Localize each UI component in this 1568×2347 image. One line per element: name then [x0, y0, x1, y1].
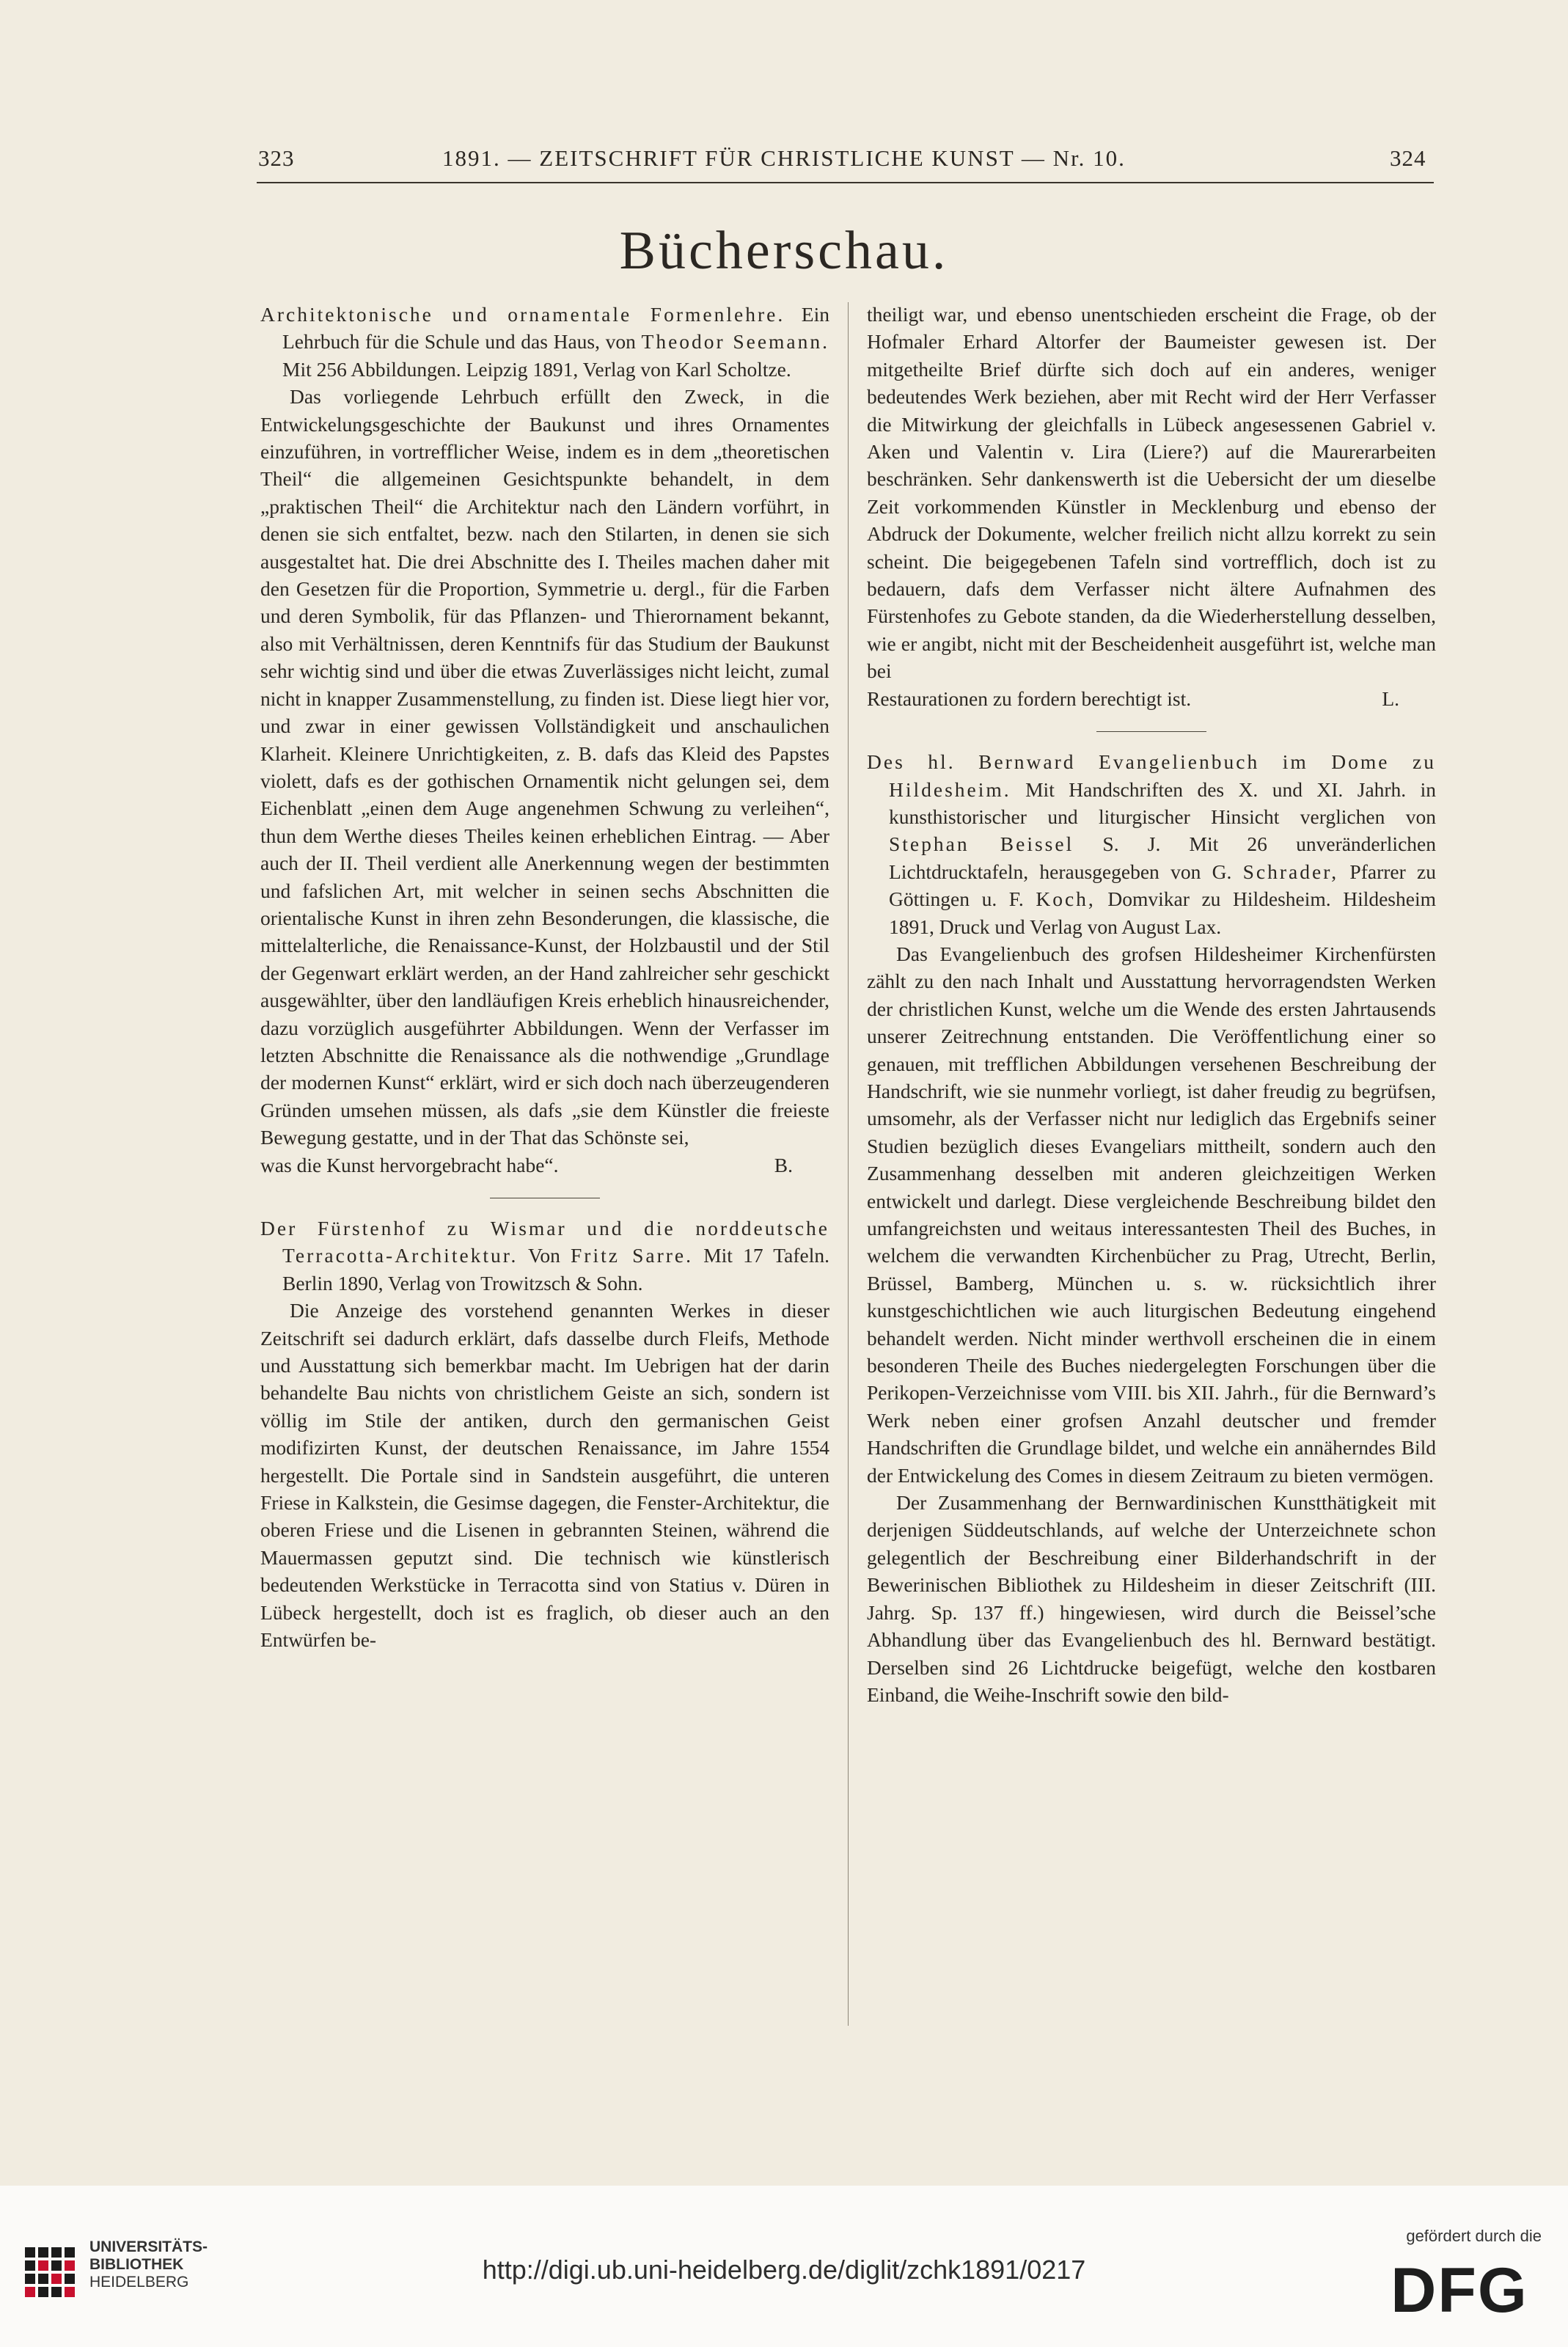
- review-heading: [260, 301, 829, 383]
- review-heading: [867, 748, 1436, 940]
- author-name: Theodor Seemann.: [641, 330, 829, 354]
- review-beissel: [867, 748, 1436, 1708]
- reviewer-signature: B.: [774, 1153, 793, 1176]
- heading-text: Von: [518, 1244, 571, 1267]
- dfg-logo-text: DFG: [1391, 2258, 1528, 2319]
- closing-line: Restaurationen zu fordern berechtigt ist.: [867, 686, 1192, 710]
- book-title: Architektonische und ornamentale Formenlehre.: [260, 303, 785, 326]
- left-column: [260, 301, 829, 1654]
- review-body: Die Anzeige des vorstehend genannten Werkes in dieser Zeitschrift sei dadurch erklärt, dafs dasselbe durch Fleifs, Methode und Ausstattung sich bemerkbar macht. Im Uebrigen hat der darin behandelte Bau nichts von christlichem Geiste an sich, sondern ist völlig im Stile der antiken, durch den germanischen Geist modifizirten Kunst, der deutschen Renaissance, im Jahre 1554 hergestellt. Die Portale sind in Sandstein ausgeführt, die unteren Friese in Kalkstein, die Gesimse dagegen, die Fenster-Architektur, die oberen Friese und die Lisenen in gebrannten Steinen, während die Mauermassen geputzt sind. Die technisch wie künstlerisch bedeutenden Werkstücke in Terracotta sind von Statius v. Düren in Lübeck hergestellt, doch ist es fraglich, ob dieser auch an den Entwürfen be-: [260, 1299, 829, 1652]
- right-column: [867, 301, 1436, 1708]
- reviewer-signature: L.: [1382, 686, 1399, 710]
- heading-text: Pfarrer zu Göttingen u. F.: [889, 860, 1436, 911]
- review-closing: [260, 1151, 829, 1179]
- review-body: Das vorliegende Lehrbuch erfüllt den Zweck, in die Entwickelungsgeschichte der Baukunst und ihres Ornamentes einzuführen, in vortrefflicher Weise, indem es in dem „theoretischen Theil“ die allgemeinen Gesichtspunkte behandelt, in dem „praktischen Theil“ die Architektur nach den Ländern vorführt, in denen sie sich entfaltet, bezw. nach den Stilarten, in denen sie sich ausgestaltet hat. Die drei Abschnitte des I. Theiles machen daher mit den Gesetzen für die Proportion, Symmetrie u. dergl., für die Farben und deren Symbolik, für das Pflanzen- und Thierornament bekannt, also mit Verhältnissen, deren Kenntnifs für das Studium der Baukunst sehr wichtig sind und über die etwas Zuverlässiges nicht leicht, zumal nicht in knapper Zusammenstellung, zu finden ist. Diese liegt hier vor, und zwar in einer gewissen Vollständigkeit und anschaulichen Klarheit. Kleinere Unrichtigkeiten, z. B. dafs das Kleid des Papstes violett, dafs es der gothischen Ornamentik nicht gelungen sei, dem Eichenblatt „einen dem Auge angenehmen Schwung zu verleihen“, thun dem Werthe dieses Theiles keinen erheblichen Eintrag. — Aber auch der II. Theil verdient alle Anerkennung wegen der bestimmten und fafslichen Art, mit welcher in seinen sechs Abschnitten die orientalische Kunst in ihren zehn Besonderungen, die klassische, die mittelalterliche, die Renaissance-Kunst, der Holzbaustil und der Stil der Gegenwart erklärt werden, an der Hand zahlreicher sehr geschickt ausgewählter, über den landläufigen Kreis erheblich hinausreichender, dazu vorzüglich ausgeführter Abbildungen. Wenn der Verfasser im letzten Abschnitte die Renaissance als die nothwendige „Grundlage der modernen Kunst“ erklärt, wird er sich doch nach überzeugenderen Gründen umsehen müssen, als dafs „sie dem Künstler die freieste Bewegung gestatte, und in der That das Schönste sei,: [260, 385, 829, 1149]
- running-title: 1891. — ZEITSCHRIFT FÜR CHRISTLICHE KUNST — Nr. 10.: [442, 145, 1126, 171]
- review-sarre: [260, 1215, 829, 1654]
- review-separator: [1096, 731, 1206, 732]
- publication-info: Domvikar zu Hildesheim. Hildesheim 1891, Druck und Verlag von August Lax.: [889, 887, 1436, 938]
- publication-info: Mit 256 Abbildungen. Leipzig 1891, Verlag von Karl Scholtze.: [282, 357, 791, 381]
- section-title: Bücherschau.: [619, 221, 949, 281]
- review-seemann: [260, 301, 829, 1179]
- heading-text: Ein Lehrbuch für die Schule und das Haus, von: [282, 303, 829, 354]
- editor-name: Schrader,: [1242, 860, 1339, 883]
- closing-line: was die Kunst hervorgebracht habe“.: [260, 1153, 559, 1176]
- author-name: Fritz Sarre.: [571, 1244, 694, 1267]
- editor-name: Koch,: [1036, 887, 1096, 911]
- page-number-left: 323: [258, 145, 295, 171]
- heading-text: S. J. Mit 26 unveränderlichen Lichtdrucktafeln, herausgegeben von G.: [889, 832, 1436, 883]
- library-name-line: UNIVERSITÄTS-: [89, 2238, 208, 2255]
- review-sarre-continued: [867, 301, 1436, 712]
- permalink-url[interactable]: http://digi.ub.uni-heidelberg.de/diglit/zchk1891/0217: [482, 2255, 1086, 2285]
- book-title: Des hl. Bernward Evangelienbuch im Dome zu Hildesheim.: [867, 750, 1436, 801]
- column-divider: [848, 302, 849, 2026]
- publication-info: Mit 17 Tafeln. Berlin 1890, Verlag von Trowitzsch & Sohn.: [282, 1244, 829, 1295]
- sponsor-note: gefördert durch die: [1406, 2227, 1542, 2245]
- review-body: theiligt war, und ebenso unentschieden erscheint die Frage, ob der Hofmaler Erhard Altorfer der Baumeister gewesen ist. Der mitgetheilte Brief dürfte sich doch auf ein anderes, weniger bedeutendes Werk beziehen, aber mit Recht wird der Herr Verfasser die Mitwirkung der gleichfalls in Lübeck angesessenen Gabriel v. Aken und Valentin v. Lira (Liere?) auf die Maurerarbeiten beschränken. Sehr dankenswerth ist die Uebersicht der um dieselbe Zeit vorkommenden Künstler in Mecklenburg und ebenso der Abdruck der Dokumente, welcher freilich nicht allzu korrekt zu sein scheint. Die beigegebenen Tafeln sind vortrefflich, doch ist zu bedauern, dafs dem Verfasser nicht ältere Aufnahmen des Fürstenhofes zu Gebote standen, da die Wiederherstellung desselben, wie er angibt, nicht mit der Bescheidenheit ausgeführt ist, welche man bei: [867, 303, 1436, 683]
- review-closing: [867, 685, 1436, 712]
- page-number-right: 324: [1390, 145, 1426, 171]
- digitization-footer: [0, 2186, 1568, 2347]
- review-heading: [260, 1215, 829, 1297]
- book-title: Der Fürstenhof zu Wismar und die norddeutsche Terracotta-Architektur.: [260, 1217, 829, 1267]
- library-name-line: BIBLIOTHEK: [89, 2256, 184, 2273]
- library-name-line: HEIDELBERG: [89, 2274, 189, 2291]
- dfg-logo-icon: [1373, 2258, 1546, 2319]
- heading-text: Mit Handschriften des X. und XI. Jahrh. in kunsthistorischer und liturgischer Hinsicht verglichen von: [889, 777, 1436, 828]
- review-body: Das Evangelienbuch des grofsen Hildesheimer Kirchenfürsten zählt zu den nach Inhalt und Ausstattung hervorragendsten Werken der christlichen Kunst, welche um die Wende des ersten Jahrtausends unserer Zeitrechnung entstanden. Die Veröffentlichung einer so genauen, mit trefflichen Abbildungen versehenen Beschreibung der Handschrift, wie sie nunmehr vorliegt, ist daher freudig zu begrüfsen, umsomehr, als der Verfasser nicht nur lediglich das Ergebnifs seiner Studien bezüglich dieses Evangeliars mittheilt, sondern auch den Zusammenhang desselben mit anderen gleichzeitigen Werken entwickelt und darlegt. Diese vergleichende Beschreibung bildet den umfangreichsten und weitaus interessantesten Theil des Buches, in welchem die verwandten Kirchenbücher zu Prag, Utrecht, Berlin, Brüssel, Bamberg, München u. s. w. rücksichtlich ihrer kunstgeschichtlichen wie auch liturgischen Bedeutung eingehend behandelt werden. Nicht minder werthvoll erscheinen die in einem besonderen Theile des Buches niedergelegten Forschungen über die Perikopen-Verzeichnisse vom VIII. bis XII. Jahrh., für die Bernward’s Werk neben einer grofsen Anzahl deutscher und fremder Handschriften die Grundlage bildet, und welche ein annäherndes Bild der Entwickelung des Comes in diesem Zeitraum zu bieten vermögen.: [867, 942, 1436, 1487]
- review-body: Der Zusammenhang der Bernwardinischen Kunstthätigkeit mit derjenigen Süddeutschlands, auf welche der Unterzeichnete schon gelegentlich der Beschreibung einer Bilderhandschrift in der Bewerinischen Bibliothek zu Hildesheim in dieser Zeitschrift (III. Jahrg. Sp. 137 ff.) hingewiesen, wird durch die Beissel’sche Abhandlung über das Evangelienbuch des hl. Bernward bestätigt. Derselben sind 26 Lichtdrucke beigefügt, welche den kostbaren Einband, die Weihe-Inschrift sowie den bild-: [867, 1491, 1436, 1706]
- header-rule: [257, 182, 1434, 183]
- author-name: Stephan Beissel: [889, 832, 1074, 856]
